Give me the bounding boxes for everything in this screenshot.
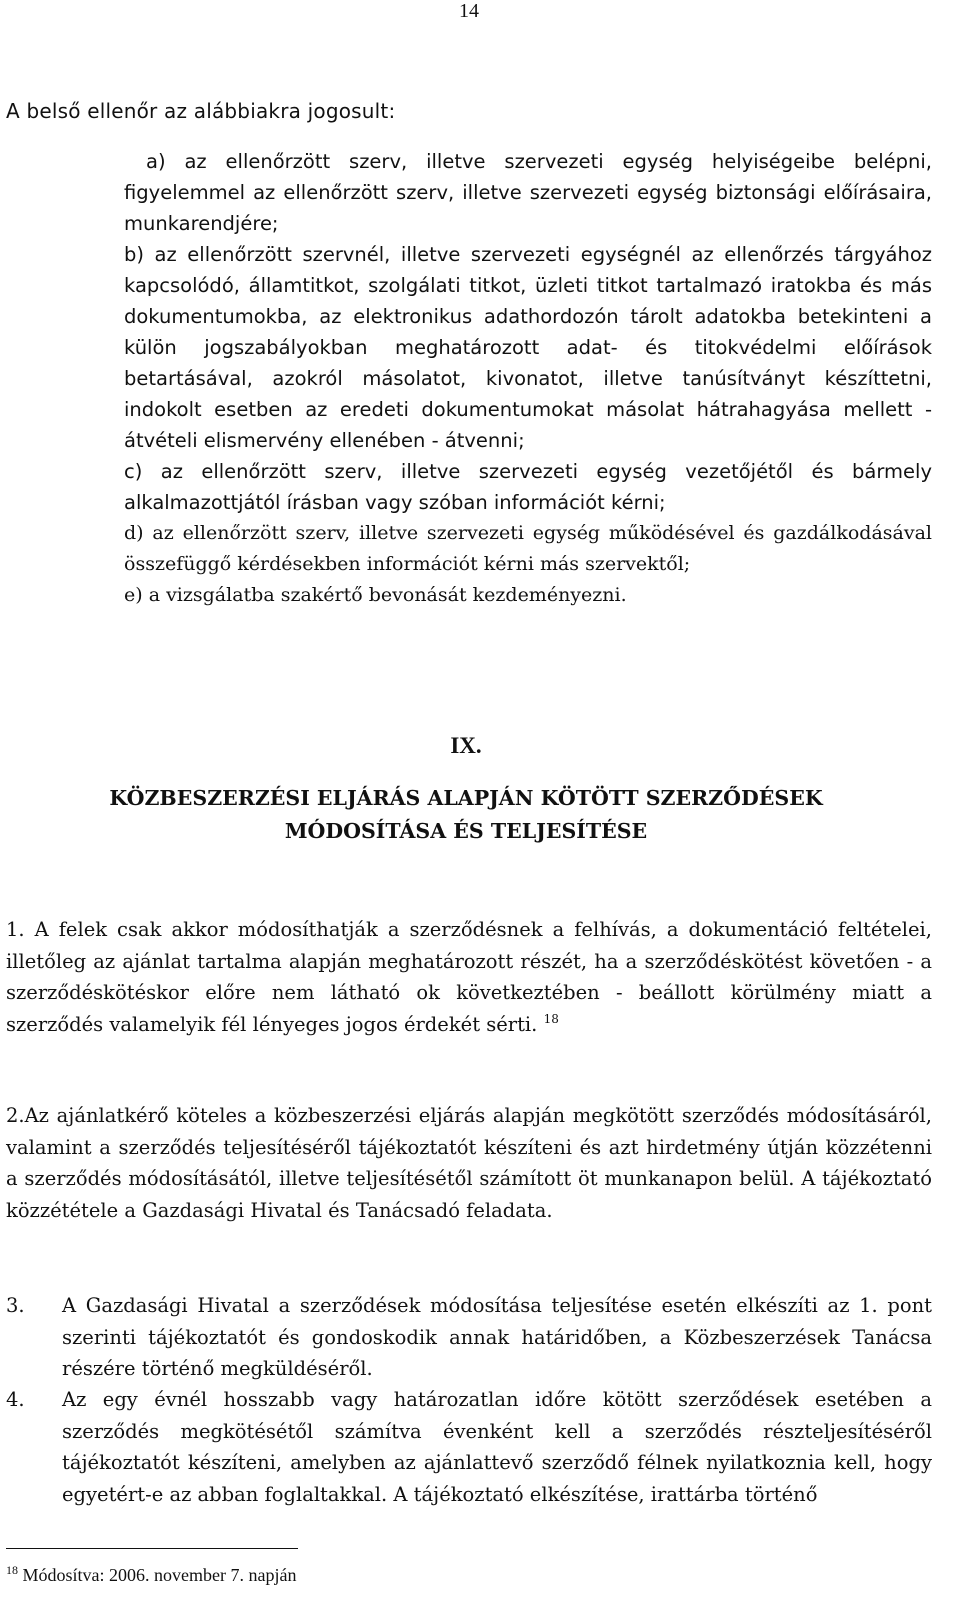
- permission-a: a) az ellenőrzött szerv, illetve szervezeti egység helyiségeibe belépni, figyelemmel az ellenőrzött szerv, illetve szervezeti egység biztonsági előírásaira, munkarendjére;: [124, 150, 932, 235]
- paragraph-3-number: 3.: [6, 1294, 25, 1317]
- page-number: 14: [459, 0, 479, 22]
- permission-d: d) az ellenőrzött szerv, illetve szervezeti egység működésével és gazdálkodásával összefüggő kérdésekben információt kérni más szervektől;: [124, 522, 932, 575]
- paragraph-4-number: 4.: [6, 1388, 25, 1411]
- permission-c: c) az ellenőrzött szerv, illetve szervezeti egység vezetőjétől és bármely alkalmazottjától írásban vagy szóban információt kérni;: [124, 460, 932, 514]
- paragraph-2-text: 2.Az ajánlatkérő köteles a közbeszerzési eljárás alapján megkötött szerződés módosításáról, valamint a szerződés teljesítéséről tájékoztatót készíteni és azt hirdetmény útján közzétenni a szerződés módosításától, illetve teljesítésétől számított öt munkanapon belül. A tájékoztató közzététele a Gazdasági Hivatal és Tanácsadó feladata.: [6, 1104, 932, 1222]
- permissions-list: [124, 146, 932, 611]
- intro-sentence: A belső ellenőr az alábbiakra jogosult:: [6, 99, 396, 123]
- footnote-text: Módosítva: 2006. november 7. napján: [22, 1565, 297, 1585]
- permission-b: b) az ellenőrzött szervnél, illetve szervezeti egységnél az ellenőrzés tárgyához kapcsolódó, államtitkot, szolgálati titkot, üzleti titkot tartalmazó iratokba és más dokumentumokba, az elektronikus adathordozón tárolt adatokba betekinteni a külön jogszabályokban meghatározott adat- és titokvédelmi előírások betartásával, azokról másolatot, kivonatot, illetve tanúsítványt készíttetni, indokolt esetben az eredeti dokumentumokat másolat hátrahagyása mellett - átvételi elismervény ellenében - átvenni;: [124, 243, 932, 452]
- paragraph-3: [6, 1290, 932, 1385]
- chapter-number: IX.: [450, 733, 482, 758]
- chapter-title: [0, 782, 932, 848]
- footnote-number: 18: [6, 1563, 18, 1577]
- permission-e: e) a vizsgálatba szakértő bevonását kezdeményezni.: [124, 584, 627, 606]
- paragraph-1: [6, 914, 932, 1040]
- paragraph-3-text: A Gazdasági Hivatal a szerződések módosítása teljesítése esetén elkészíti az 1. pont szerinti tájékoztatót és gondoskodik annak határidőben, a Közbeszerzések Tanácsa részére történő megküldéséről.: [62, 1294, 932, 1380]
- paragraph-4: [6, 1384, 932, 1510]
- footnote: [6, 1565, 296, 1586]
- footnote-divider: [6, 1548, 298, 1549]
- paragraph-4-text: Az egy évnél hosszabb vagy határozatlan időre kötött szerződések esetében a szerződés megkötésétől számítva évenként kell a szerződés részteljesítéséről tájékoztatót készíteni, amelyben az ajánlattevő szerződő félnek nyilatkoznia kell, hogy egyetért-e az abban foglaltakkal. A tájékoztató elkészítése, irattárba történő: [62, 1388, 932, 1506]
- chapter-title-line-1: KÖZBESZERZÉSI ELJÁRÁS ALAPJÁN KÖTÖTT SZERZŐDÉSEK: [109, 786, 823, 810]
- paragraph-1-text: 1. A felek csak akkor módosíthatják a szerződésnek a felhívás, a dokumentáció feltételei, illetőleg az ajánlat tartalma alapján meghatározott részét, ha a szerződéskötést követően - a szerződéskötéskor előre nem látható ok következtében - beállott körülmény miatt a szerződés valamelyik fél lényeges jogos érdekét sérti.: [6, 918, 932, 1036]
- paragraph-2: [6, 1100, 932, 1226]
- chapter-title-line-2: MÓDOSÍTÁSA ÉS TELJESÍTÉSE: [284, 819, 648, 843]
- footnote-reference: 18: [543, 1011, 559, 1026]
